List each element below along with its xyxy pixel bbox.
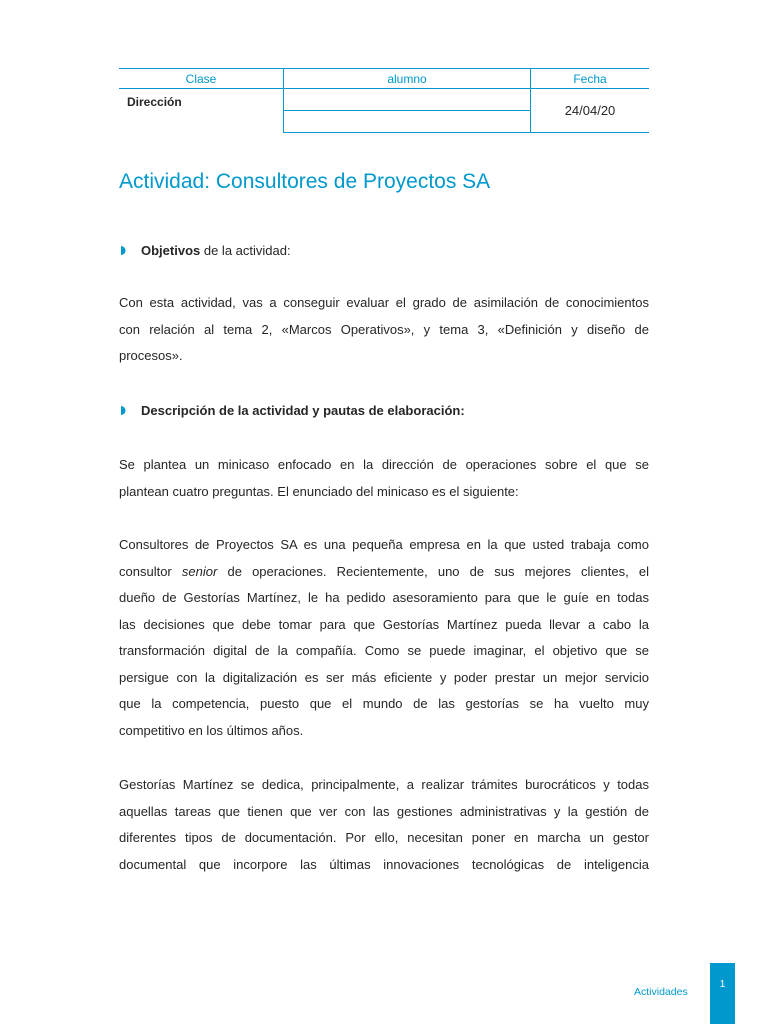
paragraph-line: documental que incorpore las últimas innovaciones tecnológicas de inteligencia: [119, 856, 649, 872]
paragraph-line: aquellas tareas que tienen que ver con las gestiones administrativas y la gestión de: [119, 803, 649, 819]
paragraph-line: plantean cuatro preguntas. El enunciado del minicaso es el siguiente:: [119, 483, 519, 499]
section-objetivos-bold: Objetivos: [141, 243, 201, 258]
paragraph-line: Gestorías Martínez se dedica, principalmente, a realizar trámites burocráticos y todas: [119, 777, 649, 792]
bullet-marker-icon: [119, 246, 128, 255]
text-fragment: de operaciones. Recientemente, uno de sus mejores clientes, el: [217, 563, 649, 579]
paragraph-line: las decisiones que debe tomar para que Gestorías Martínez pueda llevar a cabo la: [119, 616, 649, 632]
senior-emphasis: senior: [181, 563, 218, 579]
section-descripcion-bold: Descripción de la actividad y pautas de elaboración:: [141, 403, 465, 418]
header-col-alumno: alumno: [284, 69, 531, 89]
header-table: [119, 68, 649, 133]
paragraph-line: dueño de Gestorías Martínez, le ha pedido asesoramiento para que le guíe en todas: [119, 590, 649, 605]
paragraph-line: Consultores de Proyectos SA es una pequeña empresa en la que usted trabaja como: [119, 537, 649, 552]
clase-value: Dirección: [119, 89, 284, 133]
text-fragment: consultor: [119, 563, 182, 579]
paragraph-line: Se plantea un minicaso enfocado en la dirección de operaciones sobre el que se: [119, 457, 649, 472]
paragraph-planteamiento: [119, 452, 649, 505]
paragraph-line: que la competencia, puesto que el mundo de las gestorías se ha vuelto muy: [119, 696, 649, 711]
paragraph-objetivos: [119, 290, 649, 370]
header-col-clase: Clase: [119, 69, 284, 89]
fecha-value: 24/04/20: [531, 89, 650, 133]
paragraph-line: competitivo en los últimos años.: [119, 722, 304, 738]
paragraph-line: transformación digital de la compañía. Como se puede imaginar, el objetivo que se: [119, 643, 649, 658]
section-descripcion: [119, 403, 465, 418]
alumno-field-2[interactable]: [284, 111, 531, 133]
alumno-field-1[interactable]: [284, 89, 531, 111]
header-col-fecha: Fecha: [531, 69, 650, 89]
page-number-box: [710, 963, 735, 1024]
paragraph-consultores: [119, 532, 649, 744]
paragraph-line: con relación al tema 2, «Marcos Operativos», y tema 3, «Definición y diseño de: [119, 321, 649, 337]
paragraph-gestorias: [119, 772, 649, 878]
paragraph-line-senior: [119, 559, 649, 586]
page-number: 1: [719, 979, 726, 990]
paragraph-line: procesos».: [119, 348, 183, 363]
section-objetivos: [119, 243, 291, 258]
page-title: Actividad: Consultores de Proyectos SA: [119, 170, 491, 193]
paragraph-line: diferentes tipos de documentación. Por ello, necesitan poner en marcha un gestor: [119, 830, 649, 845]
bullet-marker-icon: [119, 406, 128, 415]
paragraph-line: persigue con la digitalización es ser más eficiente y poder prestar un mejor servicio: [119, 669, 649, 685]
paragraph-line: Con esta actividad, vas a conseguir evaluar el grado de asimilación de conocimientos: [119, 295, 649, 310]
section-objetivos-rest: de la actividad:: [200, 243, 291, 258]
footer-label: Actividades: [634, 986, 688, 998]
